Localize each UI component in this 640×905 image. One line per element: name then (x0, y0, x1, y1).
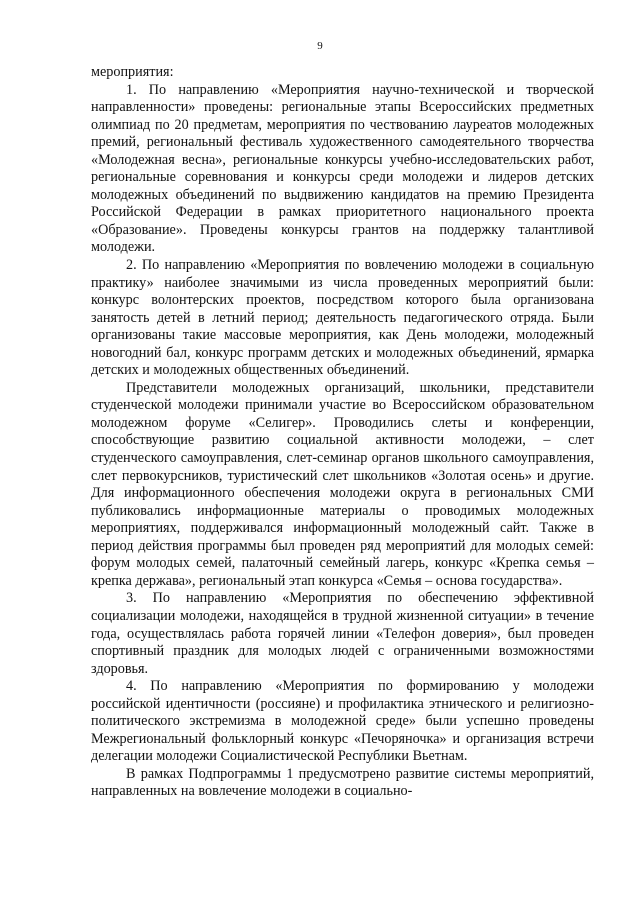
paragraph-item-3: 3. По направлению «Мероприятия по обеспечению эффективной социализации молодежи, находящейся в трудной жизненной ситуации» в течение года, осуществлялась работа горячей линии «Телефон доверия», был проведен спортивный праздник для молодых людей с ограниченными возможностями здоровья. (91, 590, 594, 677)
paragraph-continuation: мероприятия: (91, 64, 174, 80)
paragraph-youth-organizations: Представители молодежных организаций, школьники, представители студенческой молодежи принимали участие во Всероссийском образовательном молодежном форуме «Селигер». Проводились слеты и конференции, способствующие развитию социальной активности молодежи, – слет студенческого самоуправления, слет-семинар органов школьного самоуправления, слет первокурсников, туристический слет школьников «Золотая осень» и другие. Для информационного обеспечения молодежи округа в региональных СМИ публиковались информационные материалы о проводимых молодежных мероприятиях, поддерживался информационный молодежный сайт. Также в период действия программы был проведен ряд мероприятий для молодых семей: форум молодых семей, палаточный семейный лагерь, конкурс «Крепка семья – крепка держава», региональный этап конкурса «Семья – основа государства». (91, 379, 594, 589)
paragraph-subprogram-1: В рамках Подпрограммы 1 предусмотрено развитие системы мероприятий, направленных на вовлечение молодежи в социально- (91, 765, 594, 800)
paragraph-item-2: 2. По направлению «Мероприятия по вовлечению молодежи в социальную практику» наиболее значимыми из числа проведенных мероприятий были: конкурс волонтерских проектов, посредством которого была организована занятость детей в летний период; деятельность педагогического отряда. Были организованы такие массовые мероприятия, как День молодежи, молодежный новогодний бал, конкурс программ детских и молодежных объединений, ярмарка детских и молодежных общественных объединений. (91, 257, 594, 379)
document-body (91, 64, 594, 801)
paragraph-item-1: 1. По направлению «Мероприятия научно-технической и творческой направленности» проведены: региональные этапы Всероссийских предметных олимпиад по 20 предметам, мероприятия по чествованию лауреатов молодежных премий, региональный фестиваль художественного самодеятельного творчества «Молодежная весна», региональные конкурсы учебно-исследовательских работ, региональные соревнования и конкурсы среди молодежи и лидеров детских молодежных объединений по выдвижению кандидатов на премию Президента Российской Федерации в рамках приоритетного национального проекта «Образование». Проведены конкурсы грантов на поддержку талантливой молодежи. (91, 81, 594, 256)
page-number: 9 (317, 40, 323, 52)
paragraph-item-4: 4. По направлению «Мероприятия по формированию у молодежи российской идентичности (россияне) и профилактика этнического и религиозно-политического экстремизма в молодежной среде» были успешно проведены Межрегиональный фольклорный конкурс «Печоряночка» и организация встречи делегации молодежи Социалистической Республики Вьетнам. (91, 678, 594, 765)
